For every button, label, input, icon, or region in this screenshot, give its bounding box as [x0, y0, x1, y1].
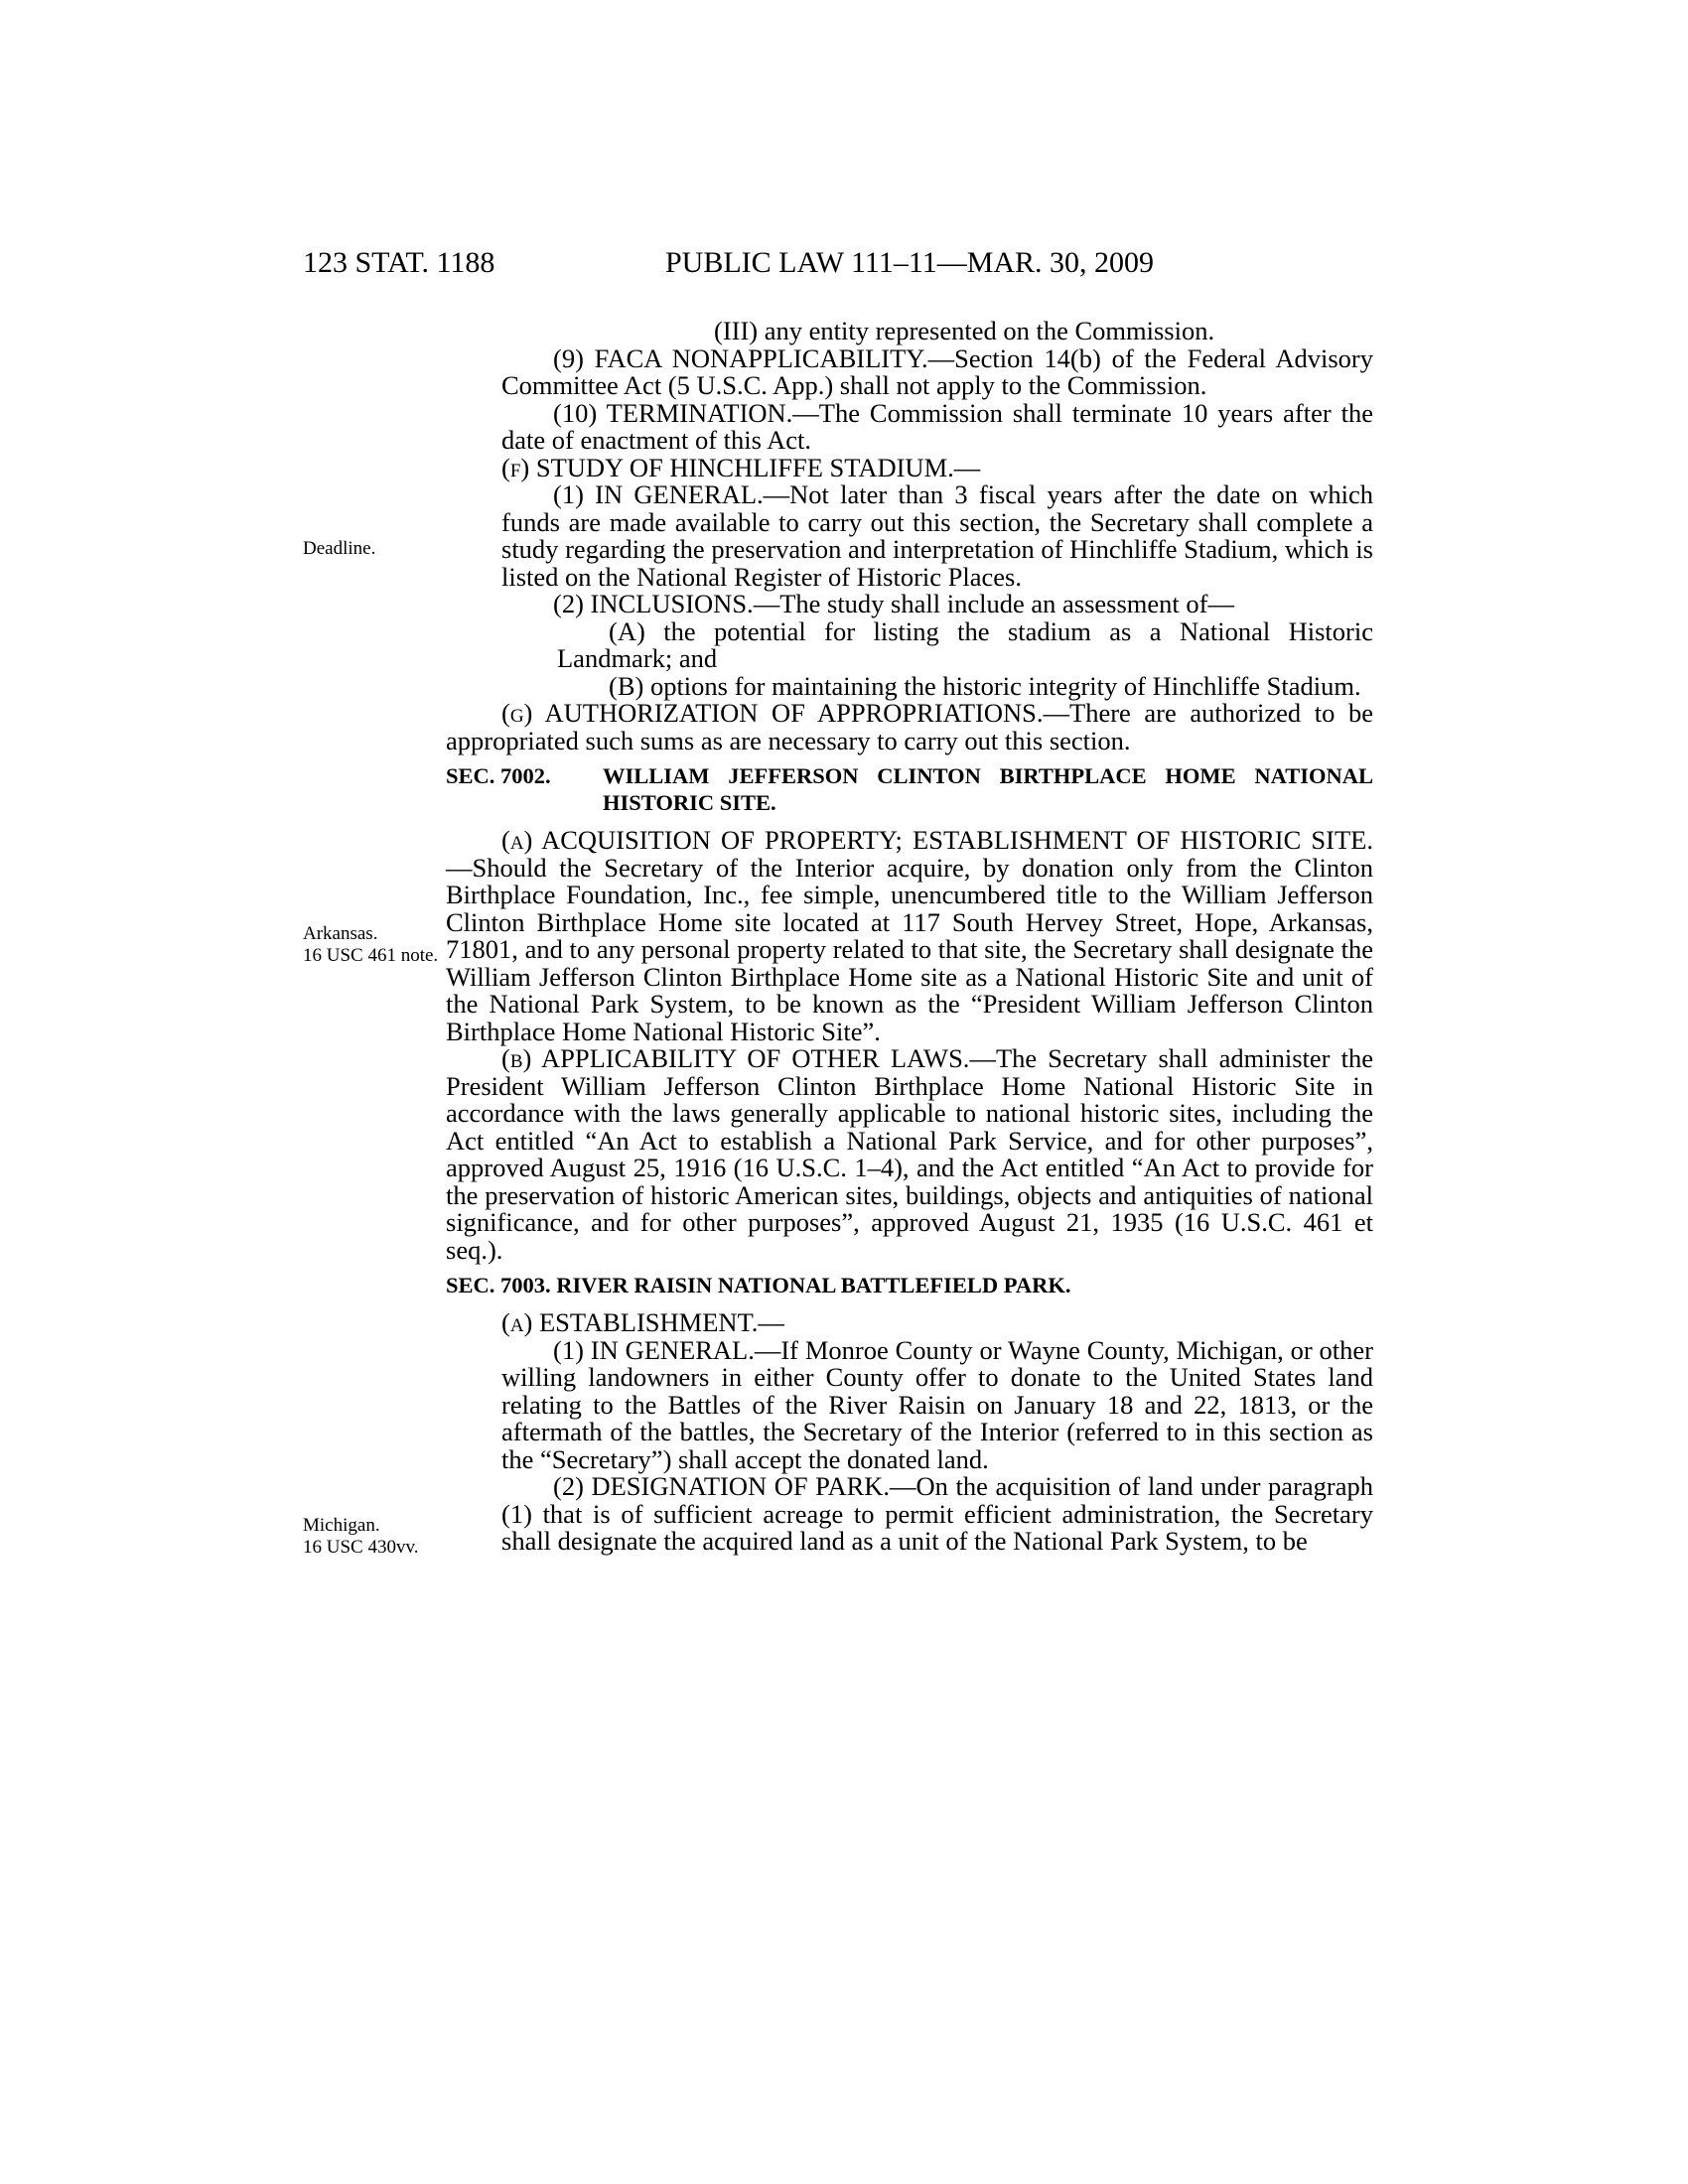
section-heading-7002 — [446, 762, 1373, 816]
law-title: PUBLIC LAW 111–11—MAR. 30, 2009 — [665, 246, 1155, 279]
paragraph-text: —The study shall include an assessment of— — [753, 589, 1234, 618]
margin-note-deadline: Deadline. — [303, 538, 376, 559]
statute-body — [446, 316, 1374, 1556]
paragraph — [501, 1309, 1373, 1337]
paragraph-text: — — [953, 452, 981, 482]
page-header — [303, 246, 1326, 286]
paragraph — [446, 700, 1373, 754]
paragraph-text: —The Secretary shall administer the President William Jefferson Clinton Birthplace Home National Historic Site in accordance with the laws generally applicable to national historic sites, including the Act entitled “An Act to establish a National Park Service, and for other purposes”, approved August 25, 1916 (16 U.S.C. 1–4), and the Act entitled “An Act to provide for the preservation of historic American sites, buildings, objects and antiquities of national significance, and for other purposes”, approved August 21, 1935 (16 U.S.C. 461 et seq.). — [446, 1043, 1373, 1265]
paragraph-heading: (1) IN GENERAL. — [553, 479, 764, 509]
paragraph — [501, 397, 1373, 455]
paragraph-text: —There are authorized to be appropriated such sums as are necessary to carry out this section. — [446, 698, 1373, 755]
paragraph-heading: (2) INCLUSIONS. — [553, 589, 754, 618]
paragraph-heading: (10) TERMINATION. — [553, 397, 793, 428]
paragraph-text: —On the acquisition of land under paragraph (1) that is of sufficient acreage to permit efficient administration, the Secretary shall designate the acquired land as a unit of the National Park System, to be — [501, 1471, 1373, 1556]
section-number: SEC. 7003. — [446, 1273, 551, 1297]
paragraph: (III) any entity represented on the Commission. — [714, 316, 1215, 345]
paragraph-heading: (1) IN GENERAL. — [553, 1334, 755, 1365]
paragraph — [446, 1045, 1373, 1264]
paragraph-heading: (g) AUTHORIZATION OF APPROPRIATIONS. — [501, 698, 1044, 728]
paragraph-text: —Should the Secretary of the Interior acquire, by donation only from the Clinton Birthplace Foundation, Inc., fee simple, unencumbered title to the William Jefferson Clinton Birthplace Home site located at 117 South Hervey Street, Hope, Arkansas, 71801, and to any personal property related to that site, the Secretary shall designate the William Jefferson Clinton Birthplace Home site as a National Historic Site and unit of the National Park System, to be known as the “President William Jefferson Clinton Birthplace Home National Historic Site”. — [446, 852, 1373, 1046]
paragraph-heading: (9) FACA NONAPPLICABILITY. — [553, 342, 928, 373]
paragraph-text: — — [758, 1307, 784, 1337]
section-title: WILLIAM JEFFERSON CLINTON BIRTHPLACE HOME NATIONAL HISTORIC SITE. — [603, 763, 1373, 815]
paragraph: (A) the potential for listing the stadium as a National Historic Landmark; and — [557, 615, 1373, 673]
paragraph-text: —Not later than 3 fiscal years after the date on which funds are made available to carry out this section, the Secretary shall complete a study regarding the preservation and interpretation of Hinchliffe Stadium, which is listed on the National Register of Historic Places. — [501, 479, 1374, 592]
paragraph-text: —Section 14(b) of the Federal Advisory Committee Act (5 U.S.C. App.) shall not apply to the Commission. — [501, 342, 1373, 400]
paragraph-heading: (f) STUDY OF HINCHLIFFE STADIUM. — [501, 452, 954, 482]
paragraph: (B) options for maintaining the historic integrity of Hinchliffe Stadium. — [609, 670, 1361, 701]
paragraph-text: —If Monroe County or Wayne County, Michigan, or other willing landowners in either County offer to donate to the United States land relating to the Battles of the River Raisin on January 18 and 22, 1813, or the aftermath of the battles, the Secretary of the Interior (referred to in this section as the “Secretary”) shall accept the donated land. — [501, 1334, 1373, 1474]
section-title: RIVER RAISIN NATIONAL BATTLEFIELD PARK. — [556, 1273, 1071, 1297]
paragraph — [501, 481, 1373, 591]
paragraph-heading: (a) ESTABLISHMENT. — [501, 1307, 759, 1337]
margin-note-state: Arkansas. — [303, 923, 378, 944]
paragraph-heading: (b) APPLICABILITY OF OTHER LAWS. — [501, 1043, 970, 1073]
margin-note-usc: 16 USC 430vv. — [303, 1537, 419, 1558]
paragraph — [501, 591, 1373, 618]
paragraph-text: —The Commission shall terminate 10 years after the date of enactment of this Act. — [501, 397, 1373, 455]
section-heading-7003 — [446, 1272, 1373, 1298]
paragraph-heading: (a) ACQUISITION OF PROPERTY; ESTABLISHMENT OF HISTORIC SITE. — [501, 825, 1373, 855]
paragraph — [501, 342, 1373, 400]
paragraph-heading: (2) DESIGNATION OF PARK. — [553, 1471, 891, 1501]
section-number: SEC. 7002. — [446, 763, 551, 788]
paragraph — [501, 1334, 1373, 1474]
paragraph — [501, 1473, 1373, 1556]
paragraph — [501, 452, 1373, 482]
margin-note-state: Michigan. — [303, 1515, 380, 1536]
statute-reference: 123 STAT. 1188 — [303, 246, 495, 279]
paragraph — [446, 827, 1373, 1045]
margin-note-usc: 16 USC 461 note. — [303, 945, 439, 966]
margin-note-michigan — [303, 1515, 501, 1559]
